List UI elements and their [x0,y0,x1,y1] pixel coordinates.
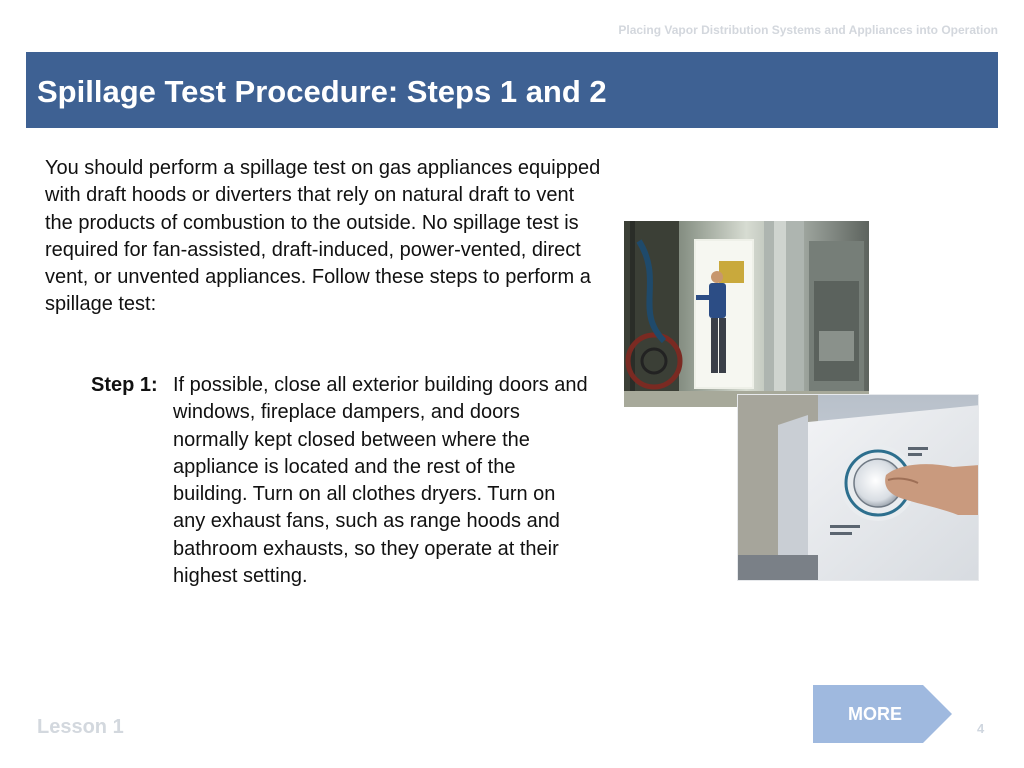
footer-lesson-label: Lesson 1 [37,716,124,738]
header-caption: Placing Vapor Distribution Systems and Appliances into Operation [618,23,998,37]
intro-paragraph: You should perform a spillage test on gas appliances equipped with draft hoods or diverters that rely on natural draft to vent the products of combustion to the outside. No spillage test is required for fan-assisted, draft-induced, power-vented, direct vent, or unvented appliances. Follow these steps to perform a spillage test: [45,157,601,316]
washer-dial-photo [737,394,979,581]
page-number: 4 [977,721,985,736]
slide-title: Spillage Test Procedure: Steps 1 and 2 [37,74,607,109]
basement-technician-photo [624,221,869,407]
step-1-text: If possible, close all exterior building doors and windows, fireplace dampers, and doors normally kept closed between where the appliance is located and the rest of the building. Turn on all clothes dryers. Turn on any exhaust fans, such as range hoods and bathroom exhausts, so they operate at their highest setting. [173,374,588,588]
more-button-label: MORE [848,704,902,724]
step-1-label: Step 1: [91,374,158,396]
more-button[interactable] [813,685,952,743]
step-1 [91,372,591,590]
title-bar [26,52,998,128]
